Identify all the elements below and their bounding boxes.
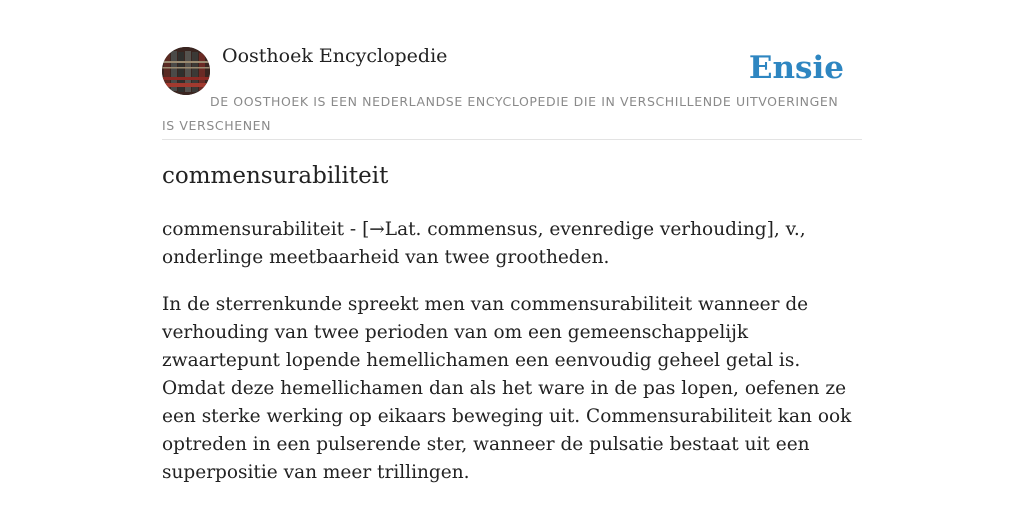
entry-body xyxy=(162,216,862,506)
entry-title: commensurabiliteit xyxy=(162,163,389,189)
source-tagline: DE OOSTHOEK IS EEN NEDERLANDSE ENCYCLOPEDIE DIE IN VERSCHILLENDE UITVOERINGEN IS VERSCHENEN xyxy=(162,94,839,133)
entry-paragraph: Omdat deze hemellichamen dan als het ware in de pas lopen, oefenen ze een sterke werking op eikaars beweging uit. Commensurabiliteit kan ook optreden in een pulserende ster, wanneer de pulsatie bestaat uit een superpositie van meer trillingen. xyxy=(162,378,852,483)
source-title[interactable]: Oosthoek Encyclopedie xyxy=(222,45,448,67)
brand-logo[interactable]: Ensie xyxy=(748,50,844,86)
source-avatar[interactable] xyxy=(162,47,210,95)
entry-definition: commensurabiliteit - [→Lat. commensus, evenredige verhouding], v., onderlinge meetbaarheid van twee grootheden. xyxy=(162,219,806,268)
page xyxy=(162,0,862,483)
books-image-icon xyxy=(162,47,210,95)
entry-paragraph: In de sterrenkunde spreekt men van commensurabiliteit wanneer de verhouding van twee perioden van om een gemeenschappelijk zwaartepunt lopende hemellichamen een eenvoudig geheel getal is. xyxy=(162,294,809,371)
header-divider xyxy=(162,139,862,140)
header xyxy=(162,0,862,140)
